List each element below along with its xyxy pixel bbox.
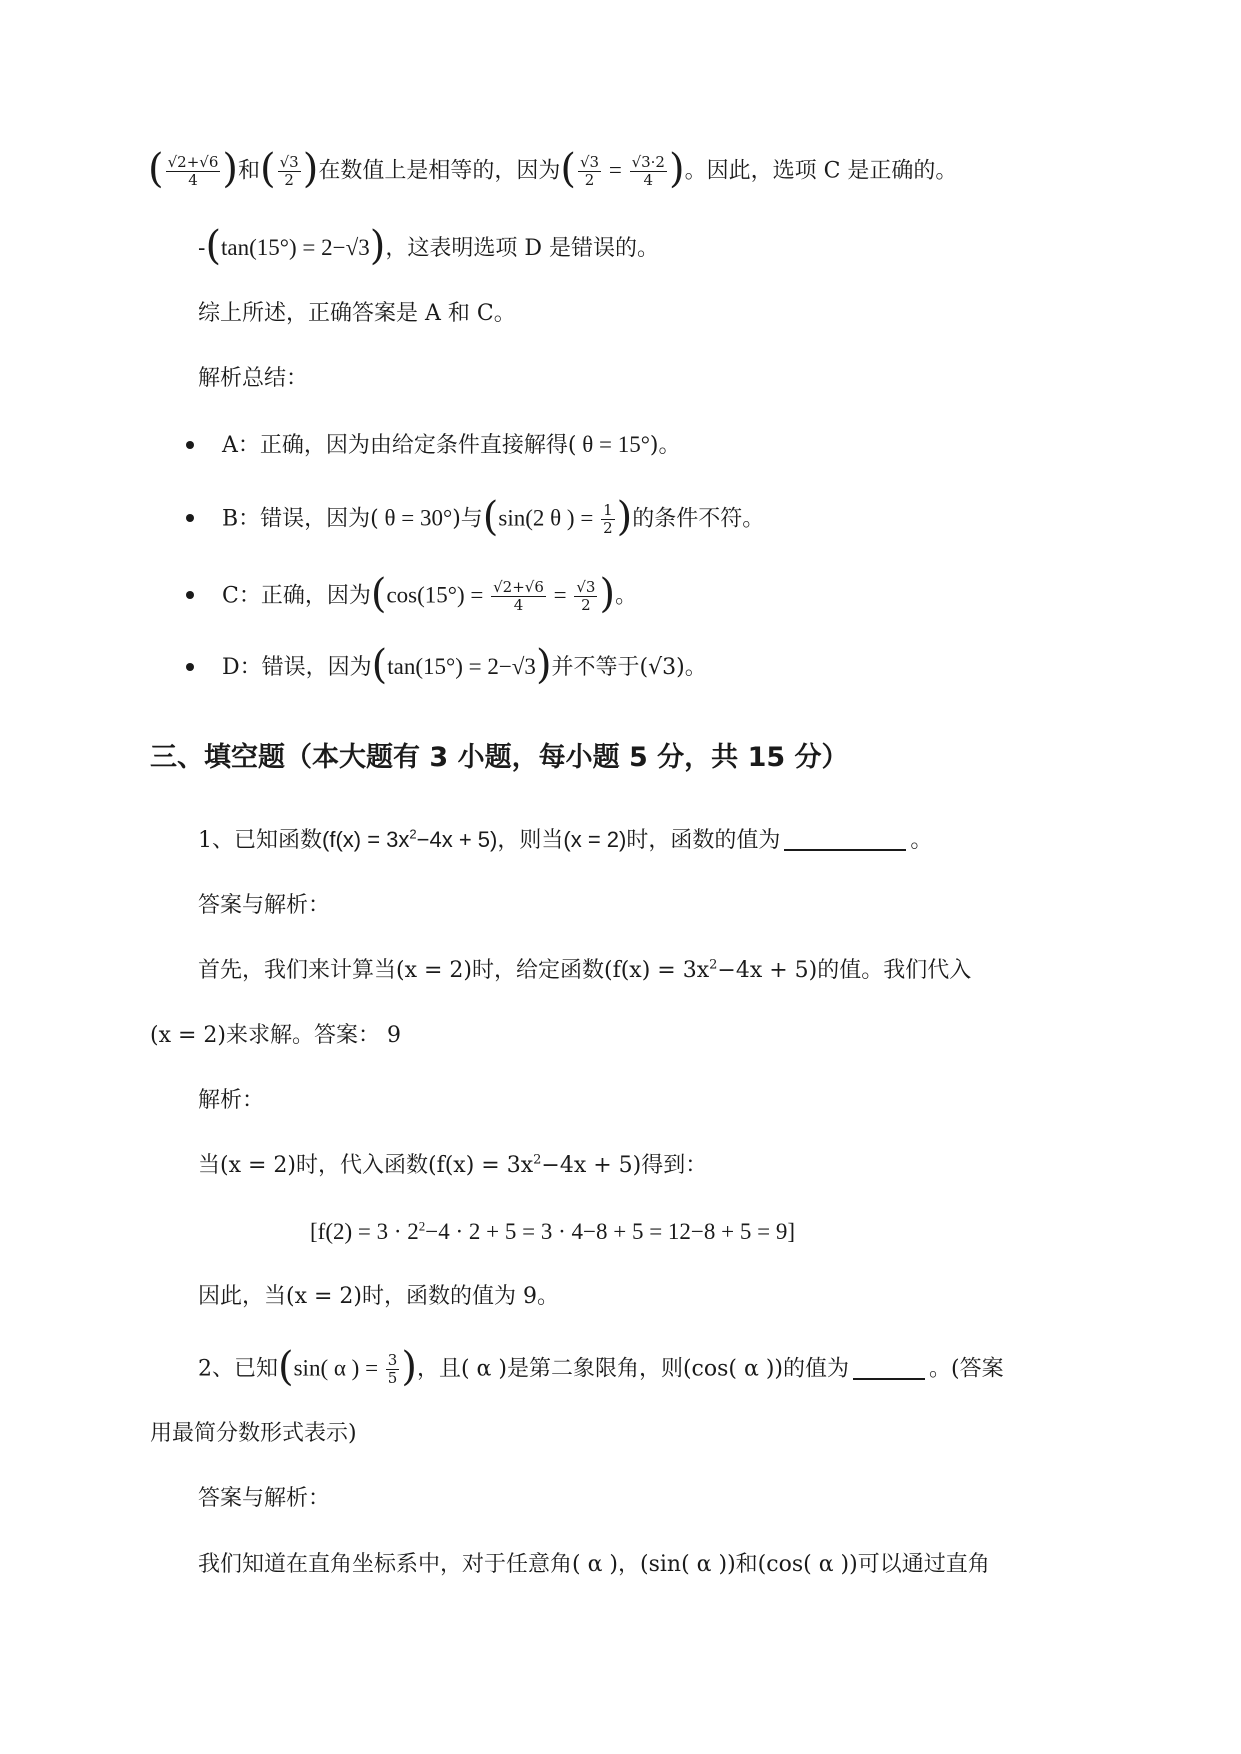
question-2-line-2: 用最简分数形式表示)	[150, 1421, 357, 1446]
answer-heading: 答案与解析：	[198, 893, 331, 918]
paragraph-equivalence: ( $\frac{√2+√6}{4}$ )和( $\frac{√3}{2}$ )在数值上是相等的，因为( $\frac{√3}{2}$ = $\frac{√3\cdot 2}{4}$ )。因此，选项 C 是正确的。	[148, 145, 958, 192]
fraction: $\frac{√2+√6}{4}$	[167, 153, 219, 189]
paragraph-summary-heading: 解析总结：	[198, 366, 309, 391]
answer-blank[interactable]	[853, 1360, 925, 1380]
bullet-dot	[186, 663, 194, 671]
fraction: $\frac{√3}{2}$	[279, 153, 299, 189]
paragraph-tan: -(tan(15°) = 2−√3)，这表明选项 D 是错误的。	[198, 223, 659, 269]
question-2: 2、已知(sin( α ) = $\frac{3}{5}$ )，且( α )是第二象限角，则(cos( α ))的值为 。(答案	[198, 1343, 1004, 1390]
fraction: $\frac{1}{2}$	[603, 501, 613, 537]
fraction: $\frac{√3}{2}$	[576, 578, 596, 614]
section-heading: 三、填空题（本大题有 3 小题，每小题 5 分，共 15 分）	[150, 742, 849, 773]
fraction: $\frac{√2+√6}{4}$	[493, 578, 544, 614]
paragraph-conclusion: 综上所述，正确答案是 A 和 C。	[198, 301, 516, 326]
answer-blank[interactable]	[784, 831, 906, 851]
answer-heading: 答案与解析：	[198, 1486, 331, 1511]
summary-item-a: A：正确，因为由给定条件直接解得( θ = 15°)。	[222, 432, 681, 458]
substitution-line: 当(x = 2)时，代入函数$(f(x) = 3x^2-4x + 5)$得到：	[198, 1152, 708, 1178]
summary-item-b: B：错误，因为( θ = 30°)与(sin(2 θ ) = $\frac{1}{2}$ )的条件不符。	[222, 493, 765, 540]
question-1: 1、已知函数$(f(x) = 3x^2-4x + 5)$，则当(x = 2)时，函数的值为 。	[198, 826, 933, 853]
analysis-heading: 解析：	[198, 1088, 265, 1113]
result-line: 因此，当(x = 2)时，函数的值为 9。	[198, 1284, 559, 1309]
bullet-dot	[186, 441, 194, 449]
calculation-line: $[f(2) = 3 \cdot 2^2-4 \cdot 2 + 5 = 3 \cdot 4-8 + 5 = 12-8 + 5 = 9]$	[310, 1218, 795, 1244]
fraction: $\frac{√3}{2}$	[579, 153, 600, 189]
solution-line-2: (x = 2)来求解。答案： 9	[150, 1023, 401, 1048]
summary-item-c: C：正确，因为(cos(15°) = $\frac{√2+√6}{4}$ = $\frac{√3}{2}$ )。	[222, 570, 638, 617]
bullet-dot	[186, 514, 194, 522]
summary-item-d: D：错误，因为(tan(15°) = 2−√3)并不等于(√3)。	[222, 642, 707, 688]
explanation-line: 我们知道在直角坐标系中，对于任意角( α )，(sin( α ))和(cos( α ))可以通过直角	[198, 1552, 990, 1577]
fraction: $\frac{√3\cdot 2}{4}$	[631, 153, 665, 189]
fraction: $\frac{3}{5}$	[387, 1351, 398, 1387]
bullet-dot	[186, 591, 194, 599]
solution-line-1: 首先，我们来计算当(x = 2)时，给定函数$(f(x) = 3x^2-4x + 5)$的值。我们代入	[198, 957, 972, 983]
